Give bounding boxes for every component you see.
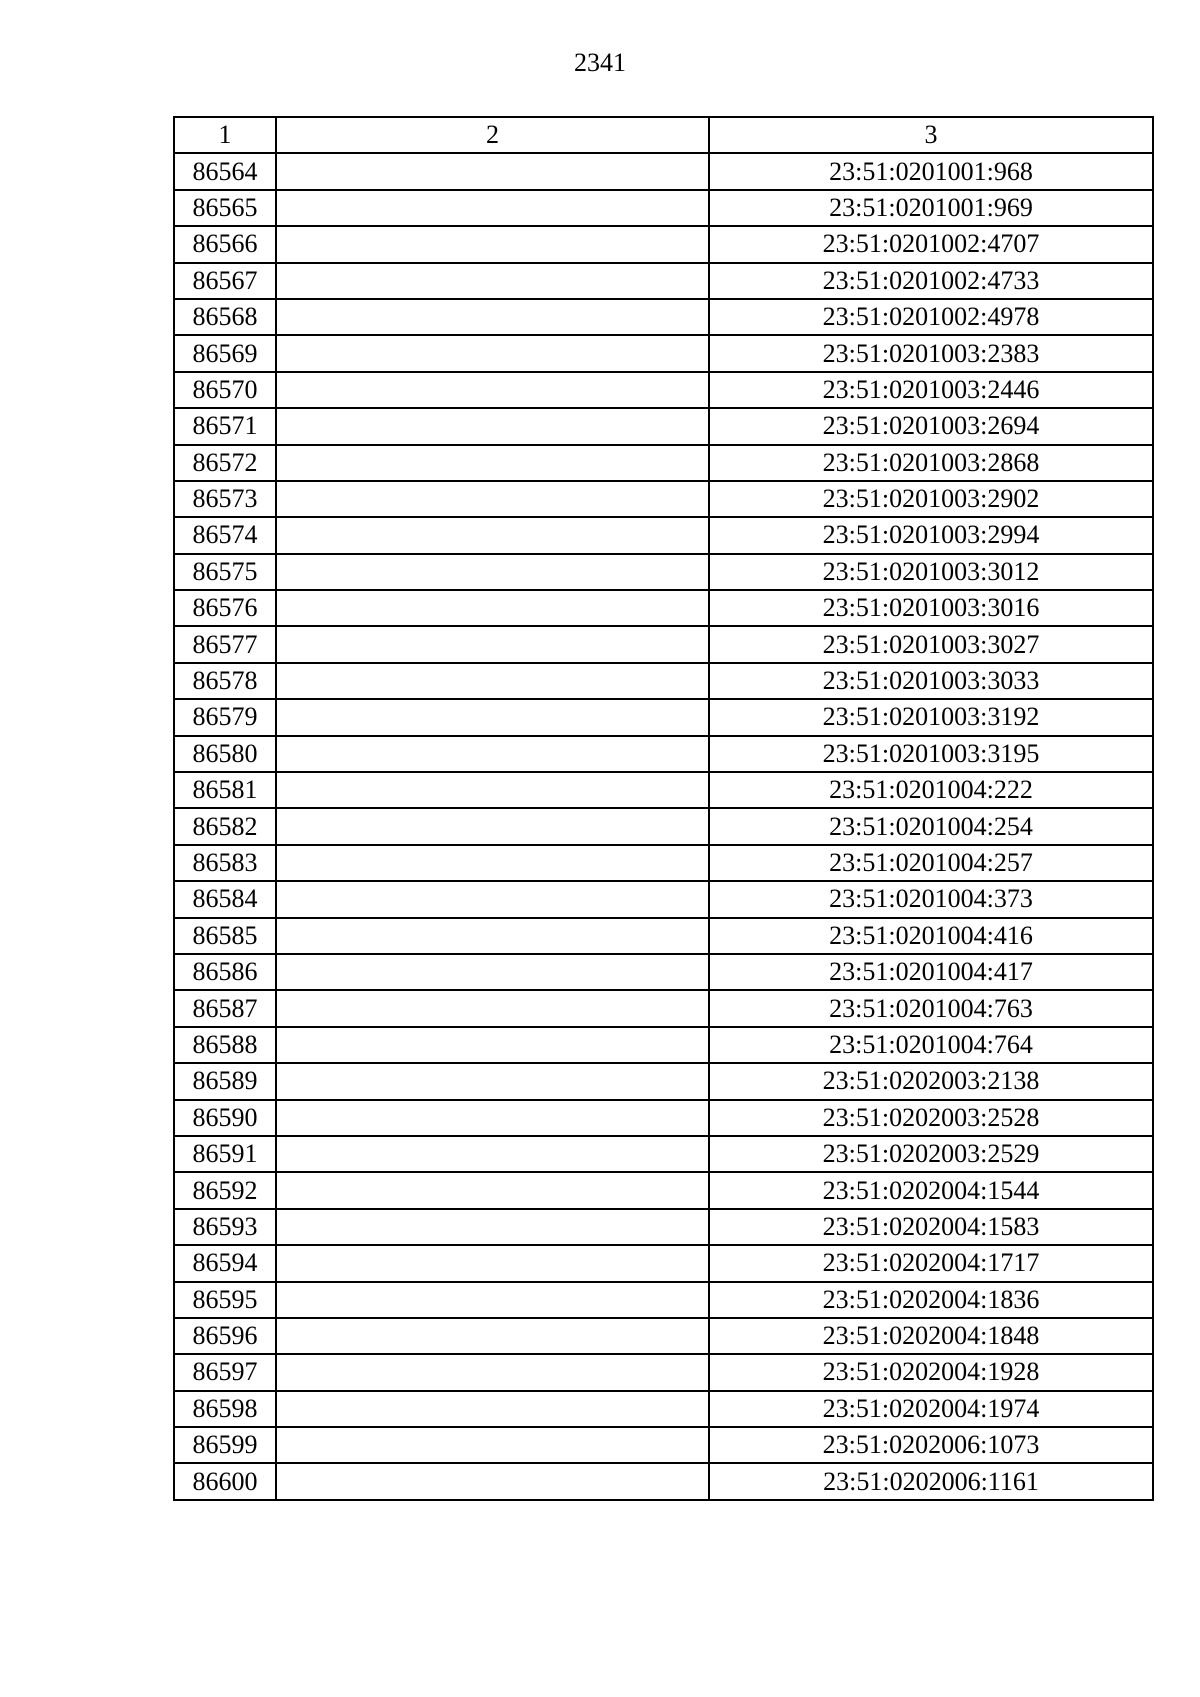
column-header-3: 3 — [709, 117, 1153, 153]
table-row — [174, 226, 1153, 262]
table-row — [174, 299, 1153, 335]
row-number-cell: 86577 — [174, 626, 276, 662]
table-row — [174, 445, 1153, 481]
cadastral-number-cell: 23:51:0201003:2694 — [709, 408, 1153, 444]
cadastral-number-cell: 23:51:0201003:3033 — [709, 663, 1153, 699]
table-header — [174, 117, 1153, 153]
row-column-2-cell — [276, 445, 709, 481]
cadastral-number-cell: 23:51:0202003:2528 — [709, 1100, 1153, 1136]
row-column-2-cell — [276, 1100, 709, 1136]
cadastral-number-cell: 23:51:0201001:968 — [709, 153, 1153, 189]
row-number-cell: 86597 — [174, 1354, 276, 1390]
cadastral-number-cell: 23:51:0202006:1161 — [709, 1463, 1153, 1499]
cadastral-number-cell: 23:51:0202004:1974 — [709, 1391, 1153, 1427]
row-number-cell: 86588 — [174, 1027, 276, 1063]
table-row — [174, 1427, 1153, 1463]
table-row — [174, 1354, 1153, 1390]
row-number-cell: 86568 — [174, 299, 276, 335]
table-row — [174, 372, 1153, 408]
table-row — [174, 408, 1153, 444]
row-number-cell: 86578 — [174, 663, 276, 699]
row-column-2-cell — [276, 1027, 709, 1063]
cadastral-number-cell: 23:51:0201004:764 — [709, 1027, 1153, 1063]
cadastral-number-cell: 23:51:0202003:2138 — [709, 1063, 1153, 1099]
row-number-cell: 86587 — [174, 990, 276, 1026]
cadastral-number-cell: 23:51:0202004:1836 — [709, 1282, 1153, 1318]
row-number-cell: 86594 — [174, 1245, 276, 1281]
cadastral-number-cell: 23:51:0201002:4978 — [709, 299, 1153, 335]
table-row — [174, 808, 1153, 844]
cadastral-number-cell: 23:51:0202004:1928 — [709, 1354, 1153, 1390]
row-number-cell: 86598 — [174, 1391, 276, 1427]
table-row — [174, 153, 1153, 189]
table-row — [174, 1063, 1153, 1099]
row-column-2-cell — [276, 881, 709, 917]
row-column-2-cell — [276, 954, 709, 990]
row-column-2-cell — [276, 335, 709, 371]
table-row — [174, 335, 1153, 371]
row-number-cell: 86565 — [174, 190, 276, 226]
cadastral-number-cell: 23:51:0201003:3016 — [709, 590, 1153, 626]
cadastral-number-cell: 23:51:0201003:2902 — [709, 481, 1153, 517]
cadastral-number-cell: 23:51:0201003:2994 — [709, 517, 1153, 553]
cadastral-number-cell: 23:51:0201003:2383 — [709, 335, 1153, 371]
row-number-cell: 86595 — [174, 1282, 276, 1318]
row-number-cell: 86589 — [174, 1063, 276, 1099]
table-row — [174, 263, 1153, 299]
row-number-cell: 86573 — [174, 481, 276, 517]
cadastral-number-cell: 23:51:0202004:1848 — [709, 1318, 1153, 1354]
cadastral-number-cell: 23:51:0202004:1544 — [709, 1172, 1153, 1208]
row-number-cell: 86583 — [174, 845, 276, 881]
row-column-2-cell — [276, 408, 709, 444]
row-number-cell: 86576 — [174, 590, 276, 626]
row-number-cell: 86581 — [174, 772, 276, 808]
row-number-cell: 86600 — [174, 1463, 276, 1499]
table-row — [174, 190, 1153, 226]
row-column-2-cell — [276, 736, 709, 772]
cadastral-number-cell: 23:51:0201004:373 — [709, 881, 1153, 917]
cadastral-number-cell: 23:51:0201002:4733 — [709, 263, 1153, 299]
table-row — [174, 1463, 1153, 1499]
row-number-cell: 86579 — [174, 699, 276, 735]
row-column-2-cell — [276, 1136, 709, 1172]
cadastral-number-cell: 23:51:0201004:254 — [709, 808, 1153, 844]
row-column-2-cell — [276, 772, 709, 808]
row-column-2-cell — [276, 1209, 709, 1245]
row-column-2-cell — [276, 263, 709, 299]
cadastral-number-cell: 23:51:0202004:1583 — [709, 1209, 1153, 1245]
table-row — [174, 481, 1153, 517]
row-column-2-cell — [276, 190, 709, 226]
registry-table — [173, 116, 1154, 1501]
table-row — [174, 1391, 1153, 1427]
row-column-2-cell — [276, 517, 709, 553]
row-column-2-cell — [276, 1172, 709, 1208]
table-row — [174, 626, 1153, 662]
row-column-2-cell — [276, 1318, 709, 1354]
table-row — [174, 736, 1153, 772]
cadastral-number-cell: 23:51:0201002:4707 — [709, 226, 1153, 262]
cadastral-number-cell: 23:51:0201004:763 — [709, 990, 1153, 1026]
table-row — [174, 1027, 1153, 1063]
table-row — [174, 699, 1153, 735]
column-header-2: 2 — [276, 117, 709, 153]
row-number-cell: 86599 — [174, 1427, 276, 1463]
row-number-cell: 86567 — [174, 263, 276, 299]
cadastral-number-cell: 23:51:0202006:1073 — [709, 1427, 1153, 1463]
row-column-2-cell — [276, 481, 709, 517]
row-number-cell: 86572 — [174, 445, 276, 481]
cadastral-number-cell: 23:51:0201004:416 — [709, 918, 1153, 954]
row-column-2-cell — [276, 153, 709, 189]
row-column-2-cell — [276, 1245, 709, 1281]
row-number-cell: 86591 — [174, 1136, 276, 1172]
row-column-2-cell — [276, 699, 709, 735]
row-number-cell: 86590 — [174, 1100, 276, 1136]
row-column-2-cell — [276, 626, 709, 662]
row-column-2-cell — [276, 226, 709, 262]
row-column-2-cell — [276, 1063, 709, 1099]
row-column-2-cell — [276, 1391, 709, 1427]
table-body — [174, 153, 1153, 1499]
row-number-cell: 86574 — [174, 517, 276, 553]
table-row — [174, 517, 1153, 553]
row-number-cell: 86566 — [174, 226, 276, 262]
table-row — [174, 1282, 1153, 1318]
row-column-2-cell — [276, 1463, 709, 1499]
row-column-2-cell — [276, 990, 709, 1026]
row-number-cell: 86569 — [174, 335, 276, 371]
cadastral-number-cell: 23:51:0201003:2446 — [709, 372, 1153, 408]
table-row — [174, 1209, 1153, 1245]
table-row — [174, 772, 1153, 808]
page-number: 2341 — [574, 48, 626, 77]
row-number-cell: 86570 — [174, 372, 276, 408]
row-number-cell: 86596 — [174, 1318, 276, 1354]
table-row — [174, 1172, 1153, 1208]
row-number-cell: 86575 — [174, 554, 276, 590]
row-number-cell: 86585 — [174, 918, 276, 954]
cadastral-number-cell: 23:51:0201003:3027 — [709, 626, 1153, 662]
cadastral-number-cell: 23:51:0201003:3012 — [709, 554, 1153, 590]
row-number-cell: 86582 — [174, 808, 276, 844]
table-row — [174, 663, 1153, 699]
row-column-2-cell — [276, 845, 709, 881]
cadastral-number-cell: 23:51:0201003:2868 — [709, 445, 1153, 481]
cadastral-number-cell: 23:51:0201001:969 — [709, 190, 1153, 226]
row-number-cell: 86593 — [174, 1209, 276, 1245]
column-header-1: 1 — [174, 117, 276, 153]
cadastral-number-cell: 23:51:0201004:417 — [709, 954, 1153, 990]
table-row — [174, 845, 1153, 881]
cadastral-number-cell: 23:51:0201003:3195 — [709, 736, 1153, 772]
cadastral-number-cell: 23:51:0201004:257 — [709, 845, 1153, 881]
table-row — [174, 1245, 1153, 1281]
row-column-2-cell — [276, 299, 709, 335]
table-row — [174, 954, 1153, 990]
row-number-cell: 86580 — [174, 736, 276, 772]
row-column-2-cell — [276, 554, 709, 590]
table-row — [174, 1136, 1153, 1172]
header-row — [174, 117, 1153, 153]
row-number-cell: 86564 — [174, 153, 276, 189]
row-number-cell: 86584 — [174, 881, 276, 917]
row-column-2-cell — [276, 1427, 709, 1463]
table-row — [174, 1100, 1153, 1136]
row-number-cell: 86586 — [174, 954, 276, 990]
row-column-2-cell — [276, 590, 709, 626]
cadastral-number-cell: 23:51:0202003:2529 — [709, 1136, 1153, 1172]
row-column-2-cell — [276, 808, 709, 844]
row-column-2-cell — [276, 663, 709, 699]
row-number-cell: 86592 — [174, 1172, 276, 1208]
row-number-cell: 86571 — [174, 408, 276, 444]
cadastral-number-cell: 23:51:0201003:3192 — [709, 699, 1153, 735]
row-column-2-cell — [276, 1282, 709, 1318]
table-row — [174, 554, 1153, 590]
table-row — [174, 918, 1153, 954]
table-row — [174, 990, 1153, 1026]
table-row — [174, 590, 1153, 626]
cadastral-number-cell: 23:51:0201004:222 — [709, 772, 1153, 808]
row-column-2-cell — [276, 372, 709, 408]
table-row — [174, 881, 1153, 917]
table-row — [174, 1318, 1153, 1354]
row-column-2-cell — [276, 1354, 709, 1390]
cadastral-number-cell: 23:51:0202004:1717 — [709, 1245, 1153, 1281]
row-column-2-cell — [276, 918, 709, 954]
